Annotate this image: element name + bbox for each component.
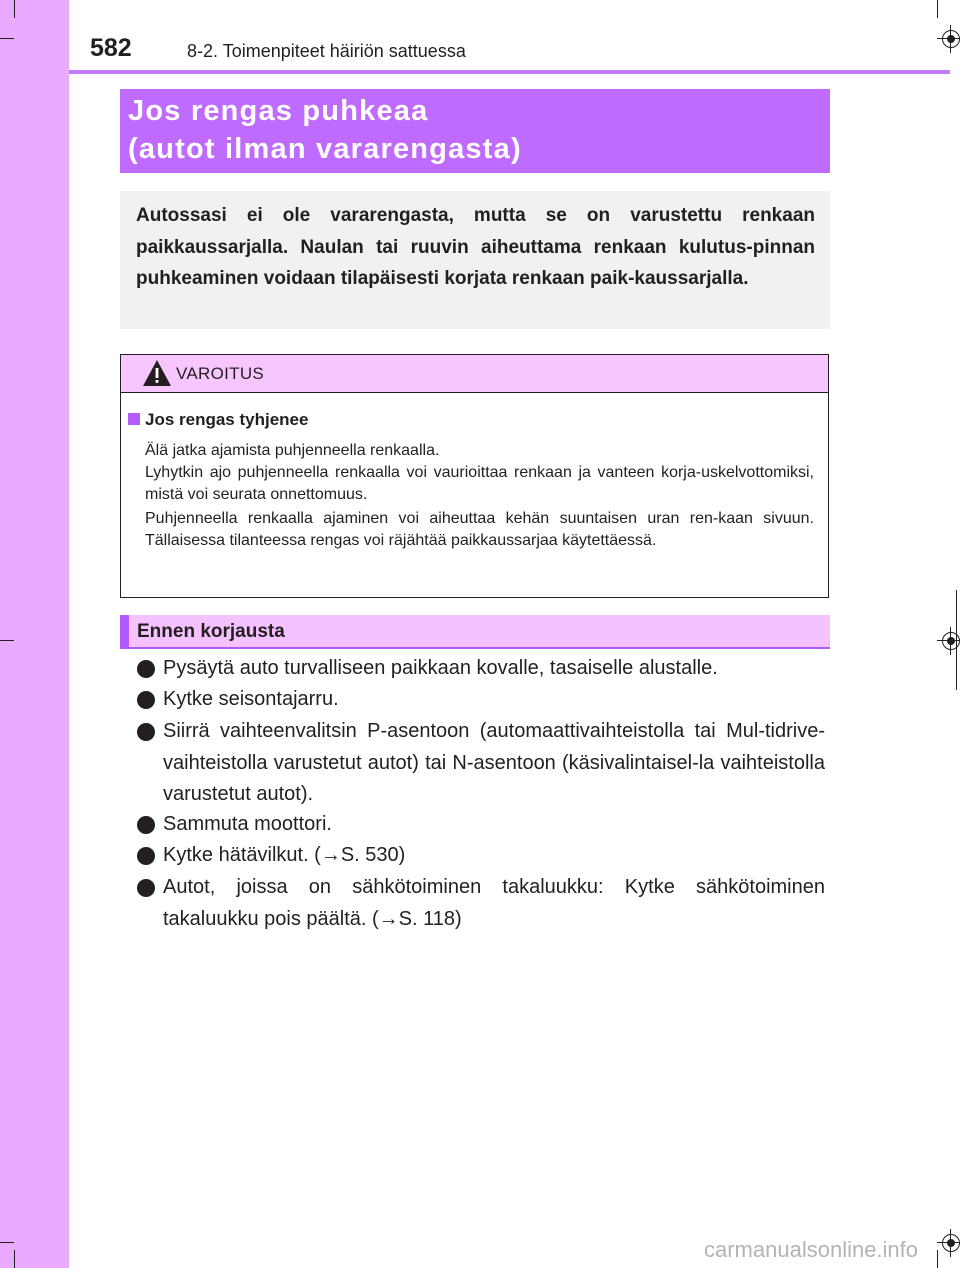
- bullet-icon: [137, 691, 155, 709]
- trim-mark-top-left: [14, 0, 15, 18]
- warning-paragraph-2: Lyhytkin ajo puhjenneella renkaalla voi vaurioittaa renkaan ja vanteen korja-uskelvottomiksi, mistä voi seurata onnettomuus.: [145, 464, 814, 503]
- step-item-6: Autot, joissa on sähkötoiminen takaluukku: Kytke sähkötoiminen takaluukku pois päältä. (→S. 118): [163, 876, 825, 930]
- trim-mark-bottom-left: [14, 1250, 15, 1268]
- bullet-icon: [137, 879, 155, 897]
- trim-mark-side-right: [956, 590, 957, 690]
- section-header: 8-2. Toimenpiteet häiriön sattuessa: [187, 41, 466, 61]
- subsection-title: Ennen korjausta: [137, 621, 285, 642]
- warning-paragraph-3: Puhjenneella renkaalla ajaminen voi aiheuttaa kehän suuntaisen uran ren-kaan sivuun. Tällaisessa tilanteessa rengas voi räjähtää paikkaussarjaa käytettäessä.: [145, 510, 814, 549]
- warning-label: VAROITUS: [176, 364, 265, 383]
- registration-target-mid-right: [942, 632, 960, 650]
- warning-subheading: Jos rengas tyhjenee: [145, 410, 309, 429]
- registration-mark-top-left: [0, 25, 14, 53]
- warning-paragraph-1: Älä jatka ajamista puhjenneella renkaalla.: [145, 442, 440, 459]
- warning-triangle-icon: [142, 359, 172, 387]
- trim-mark-top-right: [937, 0, 938, 18]
- chapter-title-line-1: Jos rengas puhkeaa: [128, 95, 429, 127]
- step-item-4: Sammuta moottori.: [163, 813, 332, 835]
- step-item-5: Kytke hätävilkut. (→S. 530): [163, 844, 406, 866]
- bullet-icon: [137, 847, 155, 865]
- registration-target-top-right: [942, 30, 960, 48]
- subsection-underline: [120, 647, 830, 649]
- bullet-icon: [137, 660, 155, 678]
- step-item-1: Pysäytä auto turvalliseen paikkaan kovalle, tasaiselle alustalle.: [163, 657, 718, 679]
- header-rule: [69, 70, 950, 74]
- page-number: 582: [90, 34, 132, 62]
- trim-mark-bottom-right: [937, 1250, 938, 1268]
- subsection-accent-bar: [120, 615, 129, 648]
- chapter-title-line-2: (autot ilman vararengasta): [128, 133, 522, 165]
- watermark: carmanualsonline.info: [704, 1237, 919, 1262]
- bullet-icon: [137, 723, 155, 741]
- registration-target-bottom-right: [942, 1234, 960, 1252]
- subheading-square-marker: [128, 413, 140, 425]
- intro-text: Autossasi ei ole vararengasta, mutta se on varustettu renkaan paikkaussarjalla. Naulan tai ruuvin aiheuttama renkaan kulutus-pinnan puhkeaminen voidaan tilapäisesti korjata renkaan paik-kaussarjalla.: [136, 205, 815, 289]
- registration-mark-bottom-left: [0, 1229, 14, 1257]
- step-item-2: Kytke seisontajarru.: [163, 688, 339, 710]
- registration-mark-mid-left: [0, 627, 14, 655]
- step-item-3: Siirrä vaihteenvalitsin P-asentoon (automaattivaihteistolla tai Mul-tidrive-vaihteistolla varustetut autot) tai N-asentoon (käsivalintaisel-la vaihteistolla varustetut autot).: [163, 720, 825, 805]
- bullet-icon: [137, 816, 155, 834]
